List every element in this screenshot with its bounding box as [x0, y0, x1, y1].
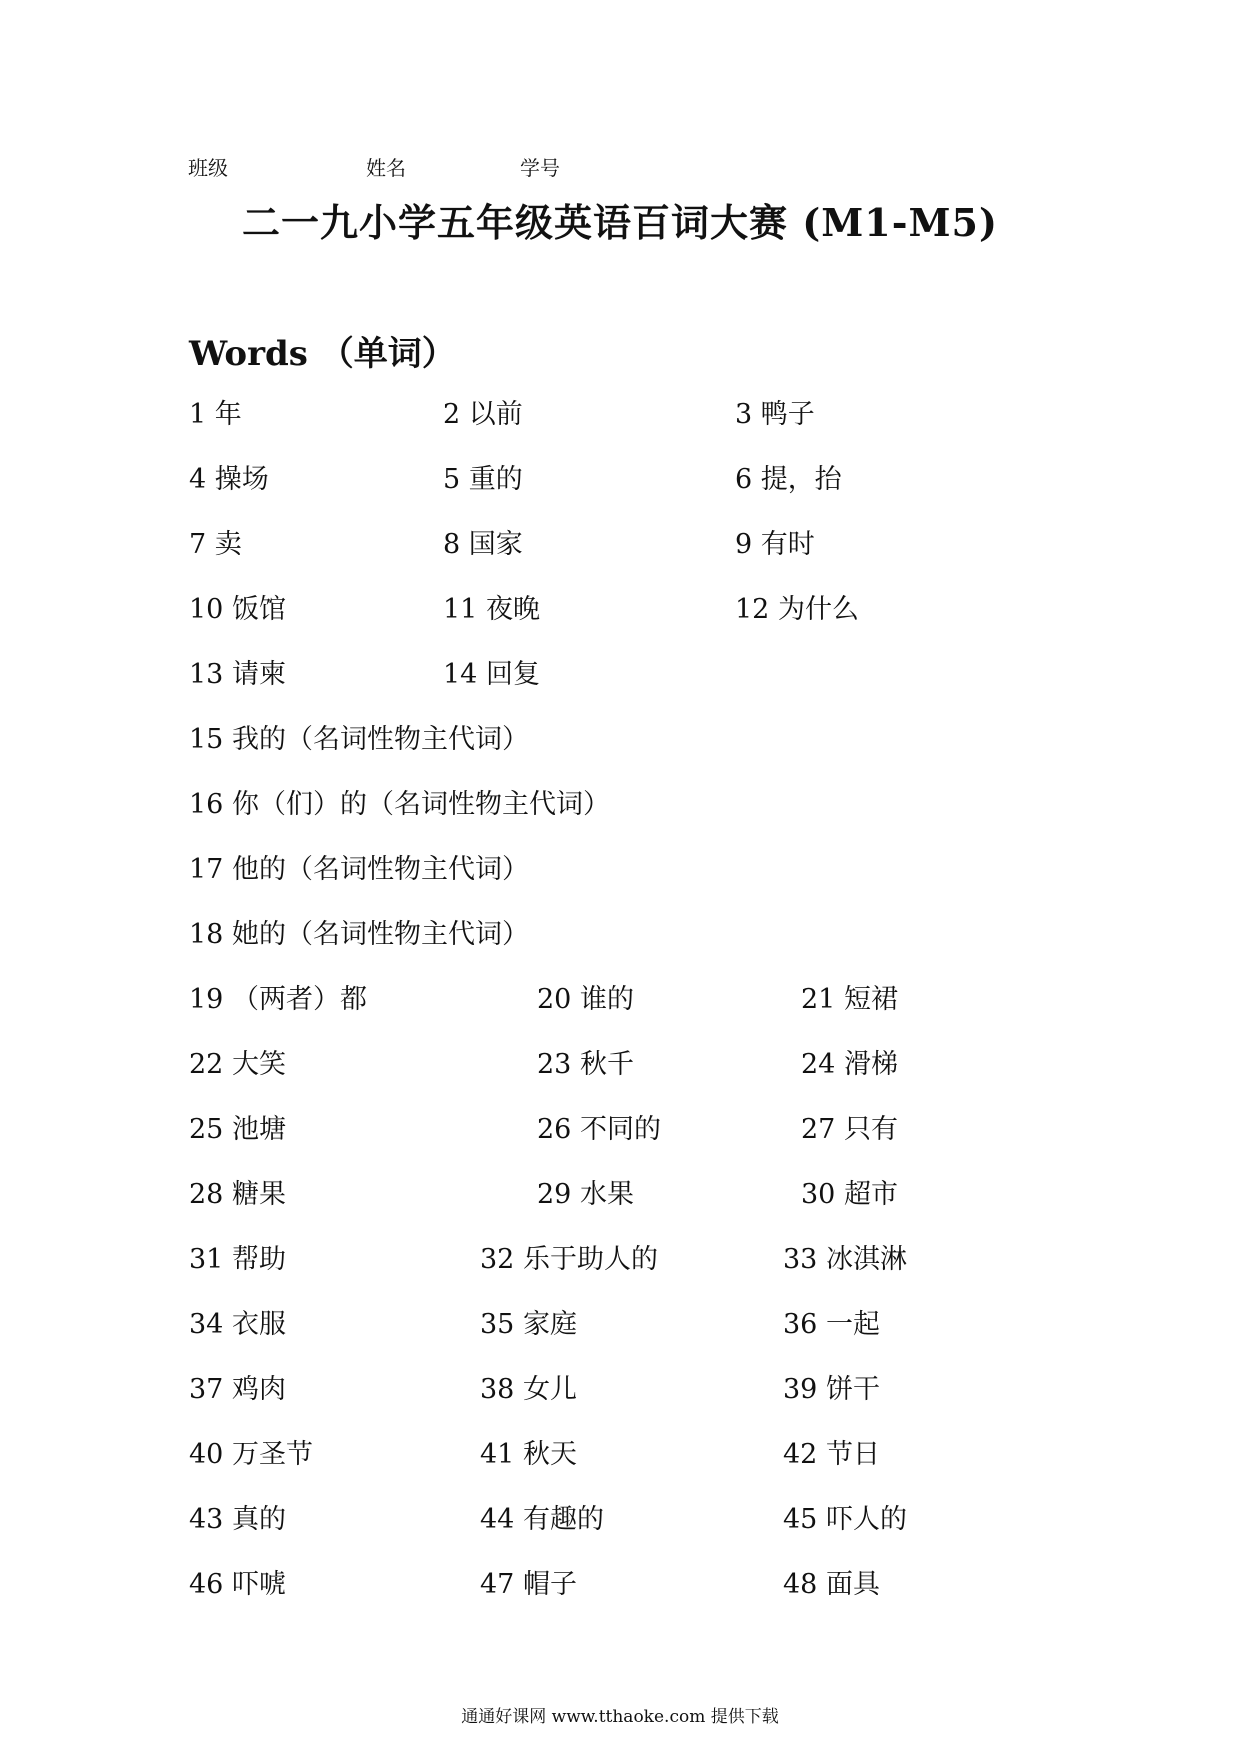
word-item: 10 饭馆: [189, 594, 286, 625]
page-title: 二一九小学五年级英语百词大赛 (M1-M5): [242, 200, 998, 245]
word-item: 40 万圣节: [189, 1439, 313, 1470]
word-item: 38 女儿: [480, 1374, 577, 1405]
word-row: [0, 1432, 1240, 1472]
word-item: 9 有时: [735, 529, 815, 560]
word-row: [0, 457, 1240, 497]
word-row: [0, 782, 1240, 822]
word-item: 30 超市: [801, 1179, 898, 1210]
word-row: [0, 1172, 1240, 1212]
name-label: 姓名: [366, 156, 406, 180]
student-id-label: 学号: [520, 156, 560, 180]
word-item: 44 有趣的: [480, 1504, 604, 1535]
word-row: [0, 977, 1240, 1017]
word-item: 11 夜晚: [443, 594, 540, 625]
word-item: 1 年: [189, 399, 242, 430]
word-item: 41 秋天: [480, 1439, 577, 1470]
class-label: 班级: [188, 156, 228, 180]
word-item: 19 （两者）都: [189, 984, 367, 1015]
word-row: [0, 652, 1240, 692]
word-row: [0, 1042, 1240, 1082]
word-item: 24 滑梯: [801, 1049, 898, 1080]
word-item: 8 国家: [443, 529, 523, 560]
word-row: [0, 1497, 1240, 1537]
word-item: 16 你（们）的（名词性物主代词）: [189, 789, 610, 820]
word-item: 28 糖果: [189, 1179, 286, 1210]
word-item: 4 操场: [189, 464, 269, 495]
word-item: 47 帽子: [480, 1569, 577, 1600]
word-row: [0, 912, 1240, 952]
word-item: 33 冰淇淋: [783, 1244, 907, 1275]
word-item: 45 吓人的: [783, 1504, 907, 1535]
word-item: 29 水果: [537, 1179, 634, 1210]
word-row: [0, 1562, 1240, 1602]
word-row: [0, 1237, 1240, 1277]
word-item: 17 他的（名词性物主代词）: [189, 854, 529, 885]
word-item: 20 谁的: [537, 984, 634, 1015]
word-item: 15 我的（名词性物主代词）: [189, 724, 529, 755]
word-item: 7 卖: [189, 529, 242, 560]
footer-credit: 通通好课网 www.tthaoke.com 提供下载: [461, 1707, 779, 1727]
word-row: [0, 1302, 1240, 1342]
word-row: [0, 392, 1240, 432]
word-row: [0, 522, 1240, 562]
word-item: 21 短裙: [801, 984, 898, 1015]
word-item: 23 秋千: [537, 1049, 634, 1080]
word-item: 37 鸡肉: [189, 1374, 286, 1405]
word-row: [0, 847, 1240, 887]
word-item: 42 节日: [783, 1439, 880, 1470]
word-row: [0, 1367, 1240, 1407]
word-item: 26 不同的: [537, 1114, 661, 1145]
word-item: 46 吓唬: [189, 1569, 286, 1600]
word-item: 3 鸭子: [735, 399, 815, 430]
word-row: [0, 717, 1240, 757]
word-item: 27 只有: [801, 1114, 898, 1145]
word-item: 6 提，抬: [735, 464, 842, 495]
word-item: 36 一起: [783, 1309, 880, 1340]
word-item: 34 衣服: [189, 1309, 286, 1340]
word-item: 31 帮助: [189, 1244, 286, 1275]
word-item: 32 乐于助人的: [480, 1244, 658, 1275]
word-item: 13 请柬: [189, 659, 286, 690]
word-item: 43 真的: [189, 1504, 286, 1535]
word-row: [0, 587, 1240, 627]
word-item: 35 家庭: [480, 1309, 577, 1340]
word-item: 39 饼干: [783, 1374, 880, 1405]
word-item: 48 面具: [783, 1569, 880, 1600]
word-item: 5 重的: [443, 464, 523, 495]
word-item: 14 回复: [443, 659, 540, 690]
words-section-heading: Words （单词）: [189, 334, 456, 374]
word-item: 25 池塘: [189, 1114, 286, 1145]
word-item: 12 为什么: [735, 594, 859, 625]
word-item: 18 她的（名词性物主代词）: [189, 919, 529, 950]
word-row: [0, 1107, 1240, 1147]
word-item: 22 大笑: [189, 1049, 286, 1080]
word-item: 2 以前: [443, 399, 523, 430]
